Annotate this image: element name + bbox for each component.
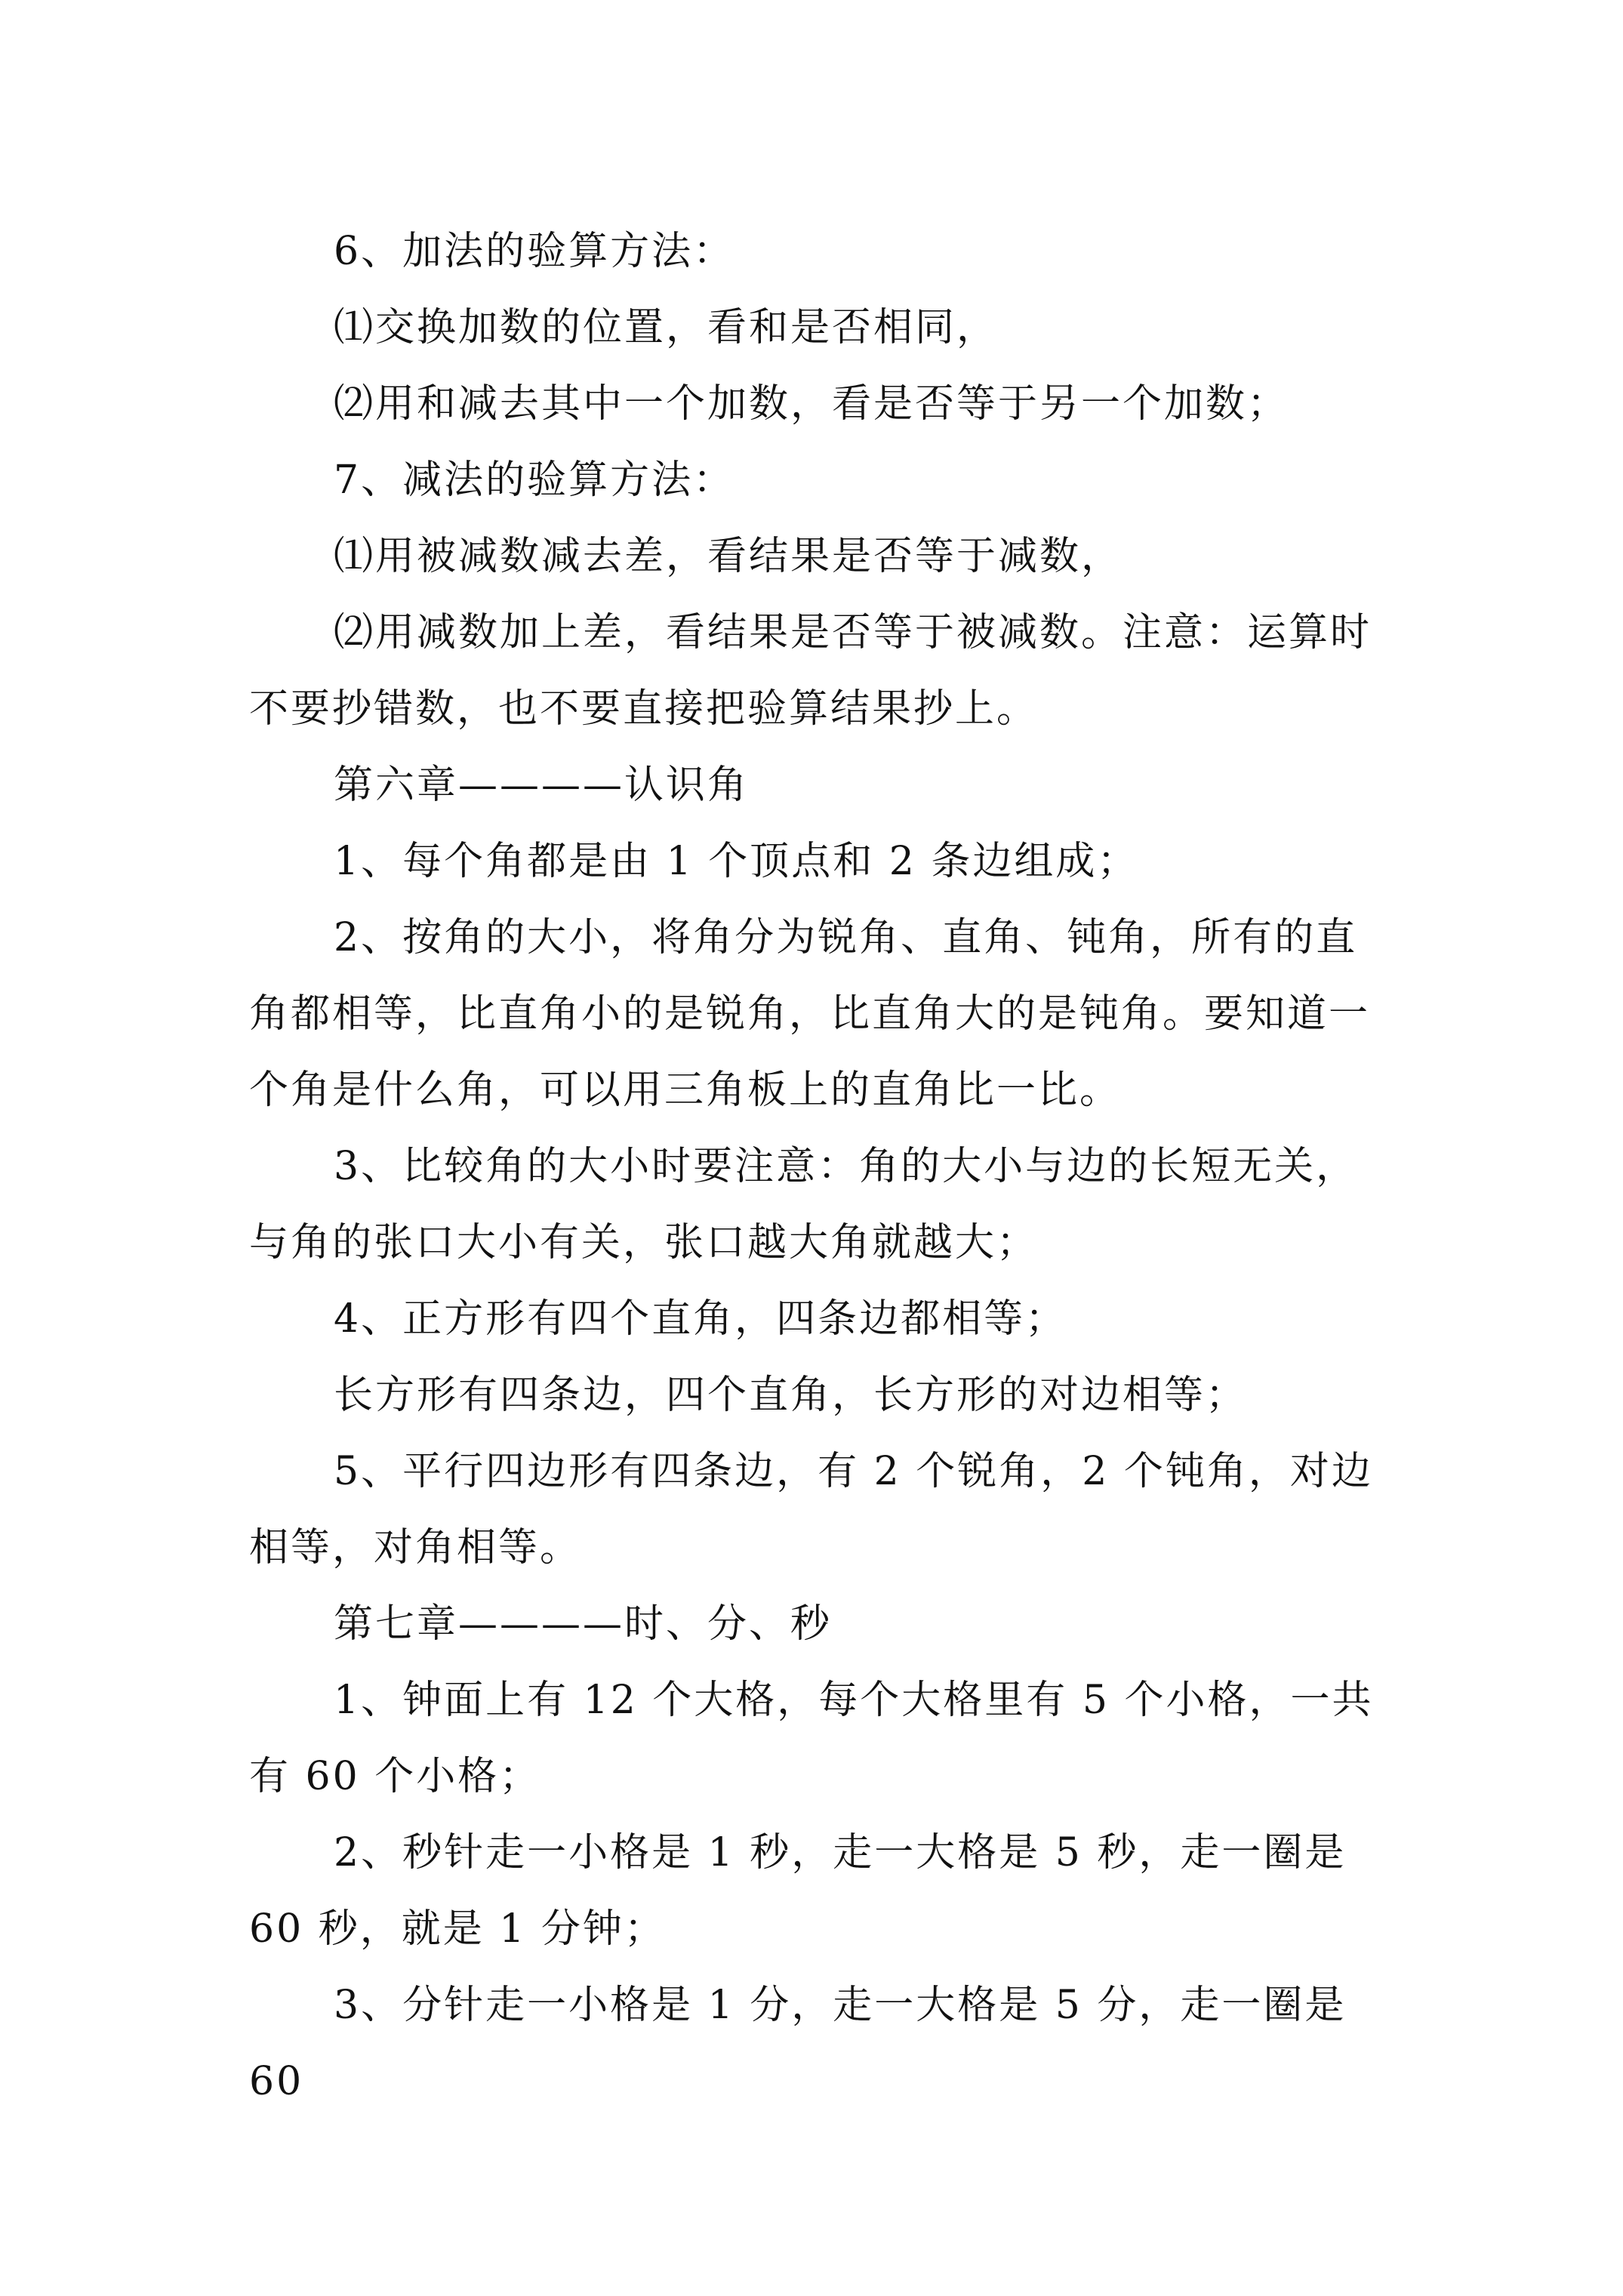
paragraph-angle-2: 2、按角的大小，将角分为锐角、直角、钝角，所有的直角都相等，比直角小的是锐角，比直角大的是钝角。要知道一个角是什么角，可以用三角板上的直角比一比。 <box>249 915 1371 1113</box>
paragraph-angle-5: 5、平行四边形有四条边，有 2 个锐角，2 个钝角，对边相等，对角相等。 <box>249 1449 1373 1570</box>
paragraph-angle-3: 3、比较角的大小时要注意：角的大小与边的长短无关，与角的张口大小有关，张口越大角就越大； <box>249 1144 1358 1265</box>
paragraph-addition-check-title: 6、加法的验算方法： <box>334 229 735 274</box>
paragraph-addition-check-1: ⑴交换加数的位置，看和是否相同， <box>334 305 999 350</box>
paragraph-subtraction-check-2: ⑵用减数加上差，看结果是否等于被减数。注意：运算时不要抄错数，也不要直接把验算结果抄上。 <box>249 610 1372 732</box>
paragraph-angle-1: 1、每个角都是由 1 个顶点和 2 条边组成； <box>334 839 1139 884</box>
chapter-seven-heading: 第七章————时、分、秒 <box>334 1601 833 1647</box>
paragraph-time-1: 1、钟面上有 12 个大格，每个大格里有 5 个小格，一共有 60 个小格； <box>249 1678 1374 1799</box>
paragraph-time-3: 3、分针走一小格是 1 分，走一大格是 5 分，走一圈是 60 <box>249 1983 1347 2104</box>
paragraph-angle-4: 4、正方形有四个直角，四条边都相等； <box>334 1296 1067 1342</box>
paragraph-addition-check-2: ⑵用和减去其中一个加数，看是否等于另一个加数； <box>334 381 1289 427</box>
chapter-six-heading: 第六章————认识角 <box>334 763 750 808</box>
paragraph-subtraction-check-title: 7、减法的验算方法： <box>334 458 735 503</box>
paragraph-subtraction-check-1: ⑴用被减数减去差，看结果是否等于减数， <box>334 534 1123 579</box>
document-body <box>249 214 1381 2120</box>
paragraph-time-2: 2、秒针走一小格是 1 秒，走一大格是 5 秒，走一圈是 60 秒，就是 1 分钟； <box>249 1830 1347 1952</box>
paragraph-rectangle: 长方形有四条边，四个直角，长方形的对边相等； <box>334 1373 1248 1418</box>
